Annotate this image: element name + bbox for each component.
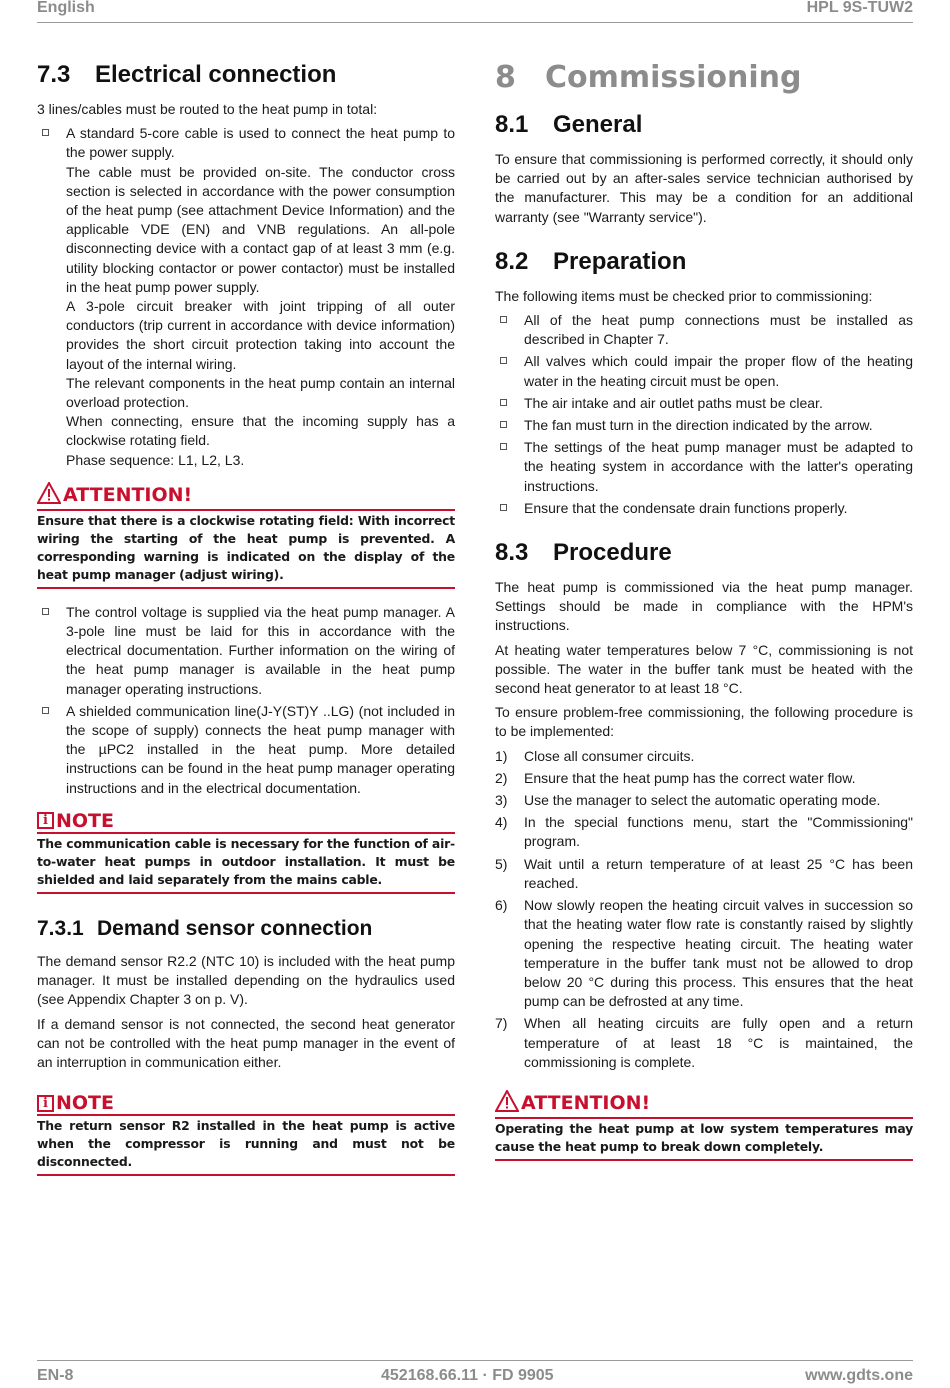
paragraph: A 3-pole circuit breaker with joint tripping of all outer conductors (trip current in accordance with device information) provides the short circuit protection taking into account the layout of the internal wiring.	[66, 298, 455, 372]
step-text: Ensure that the heat pump has the correct water flow.	[524, 769, 856, 786]
paragraph: The heat pump is commissioned via the heat pump manager. Settings should be made in compliance with the HPM's instructions.	[495, 579, 913, 634]
bullet-square-icon	[500, 504, 507, 511]
step-number: 4)	[495, 814, 508, 831]
header-language: English	[37, 0, 95, 16]
step-number: 1)	[495, 747, 508, 764]
note-label: NOTE	[56, 1092, 114, 1115]
step-number: 6)	[495, 897, 508, 914]
note-label: NOTE	[56, 809, 114, 832]
paragraph: A standard 5-core cable is used to connect the heat pump to the power supply.	[66, 125, 455, 161]
paragraph: When connecting, ensure that the incoming supply has a clockwise rotating field.	[66, 413, 455, 449]
section-number: 8.2	[495, 247, 529, 275]
page-footer	[37, 1360, 913, 1388]
attention-text: Ensure that there is a clockwise rotating field: With incorrect wiring the starting of the heat pump is prevented. A corresponding warning is indicated on the display of the heat pump manager (adjust wiring).	[37, 509, 455, 589]
list-item	[495, 394, 913, 413]
header-model: HPL 9S-TUW2	[806, 0, 913, 16]
step-item	[495, 1014, 913, 1072]
step-number: 5)	[495, 855, 508, 872]
list-item	[495, 416, 913, 435]
step-text: When all heating circuits are fully open and a return temperature of at least 18 °C is maintained, the commissioning is complete.	[524, 1015, 913, 1070]
warning-triangle-icon	[37, 482, 61, 509]
document-number: 452168.66.11 · FD 9905	[381, 1367, 554, 1384]
step-item	[495, 896, 913, 1011]
chapter-8-heading	[495, 60, 913, 96]
procedure-steps	[495, 747, 913, 1072]
section-number: 8.1	[495, 111, 529, 138]
chapter-title: Commissioning	[545, 60, 802, 95]
bullet-square-icon	[500, 399, 507, 406]
list-item	[495, 438, 913, 496]
list-item	[37, 603, 455, 699]
note-text: The communication cable is necessary for the function of air-to-water heat pumps in outdoor installation. It must be shielded and laid separately from the mains cable.	[37, 832, 455, 894]
step-text: Wait until a return temperature of at least 25 °C has been reached.	[524, 855, 913, 891]
bullet-list	[37, 603, 455, 798]
bullet-list	[37, 124, 455, 470]
section-7-3-heading	[37, 60, 455, 90]
section-8-1-heading	[495, 110, 913, 140]
note-text: The return sensor R2 installed in the heat pump is active when the compressor is running and must not be disconnected.	[37, 1114, 455, 1176]
section-8-2-heading	[495, 247, 913, 277]
list-item	[37, 124, 455, 470]
section-title: General	[553, 111, 643, 138]
list-item-text: A shielded communication line(J-Y(ST)Y ..LG) (not included in the scope of supply) connects the heat pump manager with the µPC2 installed in the heat pump. More detailed instructions can be found in the heat pump manager operating instructions and in the electrical documentation.	[66, 702, 455, 796]
list-item	[495, 352, 913, 390]
paragraph: The relevant components in the heat pump contain an internal overload protection.	[66, 374, 455, 411]
list-item	[37, 702, 455, 798]
section-number: 7.3.1	[37, 916, 84, 940]
paragraph: Phase sequence: L1, L2, L3.	[66, 451, 245, 468]
step-number: 7)	[495, 1015, 508, 1032]
bullet-square-icon	[500, 357, 507, 364]
list-item-text: The air intake and air outlet paths must be clear.	[524, 394, 823, 411]
step-text: Now slowly reopen the heating circuit valves in succession so that the heating water flow rate is constantly raised by slightly opening the respective heating circuit. The heating water temperature in the buffer tank must not be allowed to drop below 20 °C during this process. This ensures that the heat pump can be defrosted at any time.	[524, 897, 913, 1010]
step-number: 3)	[495, 792, 508, 809]
step-number: 2)	[495, 769, 508, 786]
attention-callout	[37, 482, 455, 589]
note-callout	[37, 1092, 455, 1176]
info-icon: i	[37, 1095, 54, 1112]
step-item	[495, 855, 913, 893]
bullet-square-icon	[500, 443, 507, 450]
intro-text: 3 lines/cables must be routed to the heat pump in total:	[37, 101, 378, 117]
paragraph: The cable must be provided on-site. The conductor cross section is selected in accordance with the power consumption of the heat pump (see attachment Device Information) and the applicable VDE (EN) and VNB regulations. An all-pole disconnecting device with a contact gap of at least 3 mm (e.g. utility blocking contactor or power contactor) must be installed in the heat pump power supply.	[66, 163, 455, 295]
list-item	[495, 499, 913, 518]
list-item-text: The control voltage is supplied via the heat pump manager. A 3-pole line must be laid for this in accordance with the electrical documentation. Further information on the wiring of the heat pump manager is available in the heat pump manager operating instructions.	[66, 603, 455, 697]
list-item	[495, 311, 913, 349]
right-column	[495, 60, 913, 1175]
page-header	[37, 0, 913, 23]
section-title: Preparation	[553, 247, 687, 275]
attention-callout	[495, 1090, 913, 1161]
paragraph: To ensure problem-free commissioning, the following procedure is to be implemented:	[495, 704, 913, 740]
attention-label: ATTENTION!	[521, 1092, 651, 1115]
section-title: Procedure	[553, 539, 672, 567]
paragraph: At heating water temperatures below 7 °C, commissioning is not possible. The water in the buffer tank must be heated with the second heat generator to at least 18 °C.	[495, 641, 913, 697]
section-8-3-heading	[495, 538, 913, 568]
step-item	[495, 747, 913, 766]
section-7-3-1-heading	[37, 916, 455, 942]
bullet-square-icon	[500, 316, 507, 323]
chapter-number: 8	[495, 60, 516, 95]
bullet-square-icon	[42, 608, 49, 615]
section-number: 8.3	[495, 539, 529, 567]
bullet-square-icon	[42, 707, 49, 714]
page-number: EN-8	[37, 1367, 74, 1384]
list-item-text: All valves which could impair the proper flow of the heating water in the heating circuit must be open.	[524, 353, 913, 389]
checklist	[495, 311, 913, 518]
step-text: In the special functions menu, start the "Commissioning" program.	[524, 814, 913, 850]
website-link: www.gdts.one	[805, 1367, 913, 1384]
warning-triangle-icon	[495, 1090, 519, 1117]
paragraph: The demand sensor R2.2 (NTC 10) is included with the heat pump manager. It must be installed depending on the hydraulics used (see Appendix Chapter 3 on p. V).	[37, 952, 455, 1008]
section-title: Demand sensor connection	[97, 916, 373, 940]
list-item-text: All of the heat pump connections must be installed as described in Chapter 7.	[524, 312, 913, 348]
note-callout	[37, 810, 455, 894]
left-column	[37, 60, 455, 1190]
list-item-text: Ensure that the condensate drain functions properly.	[524, 499, 848, 516]
list-item-text: The settings of the heat pump manager must be adapted to the heating system in accordance with the latter's operating instructions.	[524, 439, 913, 494]
bullet-square-icon	[500, 421, 507, 428]
paragraph: To ensure that commissioning is performed correctly, it should only be carried out by an after-sales service technician authorised by the manufacturer. This may be a condition for an additional warranty (see "Warranty service").	[495, 151, 913, 225]
section-number: 7.3	[37, 61, 71, 88]
step-item	[495, 791, 913, 810]
step-text: Close all consumer circuits.	[524, 747, 695, 764]
section-title: Electrical connection	[95, 61, 337, 88]
paragraph: If a demand sensor is not connected, the second heat generator can not be controlled with the heat pump manager in the event of an interruption in communication either.	[37, 1015, 455, 1070]
attention-text: Operating the heat pump at low system temperatures may cause the heat pump to break down completely.	[495, 1117, 913, 1161]
info-icon: i	[37, 812, 54, 829]
step-item	[495, 813, 913, 851]
attention-label: ATTENTION!	[63, 484, 193, 507]
intro-text: The following items must be checked prior to commissioning:	[495, 287, 873, 304]
bullet-square-icon	[42, 129, 49, 136]
step-item	[495, 769, 913, 788]
step-text: Use the manager to select the automatic operating mode.	[524, 792, 881, 809]
list-item-text: The fan must turn in the direction indicated by the arrow.	[524, 417, 873, 434]
